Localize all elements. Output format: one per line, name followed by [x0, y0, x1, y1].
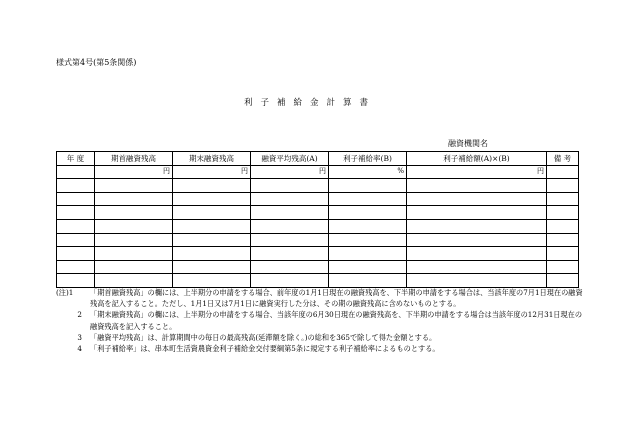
note-mark: (注)1 — [56, 288, 74, 297]
table-cell[interactable] — [251, 206, 329, 220]
table-row — [57, 165, 579, 179]
table-cell[interactable] — [329, 260, 407, 274]
table-cell[interactable] — [251, 260, 329, 274]
table-cell[interactable] — [251, 274, 329, 288]
note-mark: 4 — [77, 344, 82, 354]
table-cell[interactable] — [407, 260, 547, 274]
table-cell[interactable] — [57, 206, 95, 220]
note-text: 「期末融資残高」の欄には、上半期分の申請をする場合、当該年度の6月30日現在の融資残高を、下半期の申請をする場合は当該年度の12月31日現在の融資残高を記入すること。 — [90, 310, 583, 331]
table-cell[interactable] — [57, 274, 95, 288]
table-cell[interactable] — [547, 192, 579, 206]
table-cell[interactable] — [407, 233, 547, 247]
table-cell[interactable] — [547, 179, 579, 193]
table-cell[interactable]: 円 — [173, 165, 251, 179]
table-cell[interactable] — [57, 247, 95, 261]
header-remarks: 備 考 — [547, 152, 579, 166]
table-cell[interactable] — [251, 179, 329, 193]
table-row — [57, 274, 579, 288]
note-text: 「期首融資残高」の欄には、上半期分の申請をする場合、前年度の1月1日現在の融資残高を、下半期の申請をする場合は、当該年度の7月1日現在の融資残高を記入すること。ただし、1月1日又は7月1日に融資実行した分は、その期の融資残高に含めないものとする。 — [90, 288, 583, 309]
table-cell[interactable] — [173, 206, 251, 220]
table-cell[interactable] — [173, 274, 251, 288]
table-cell[interactable] — [95, 274, 173, 288]
table-row — [57, 247, 579, 261]
note-item — [56, 309, 586, 331]
table-cell[interactable] — [329, 192, 407, 206]
header-subsidy-rate: 利子補給率(B) — [329, 152, 407, 166]
table-row — [57, 233, 579, 247]
table-row — [57, 192, 579, 206]
table-cell[interactable] — [95, 247, 173, 261]
table-cell[interactable] — [251, 233, 329, 247]
table-cell[interactable]: 円 — [251, 165, 329, 179]
table-cell[interactable] — [547, 165, 579, 179]
table-cell[interactable] — [95, 206, 173, 220]
table-cell[interactable] — [173, 179, 251, 193]
notes-section — [56, 287, 586, 354]
table-cell[interactable] — [95, 179, 173, 193]
table-cell[interactable] — [57, 219, 95, 233]
interest-subsidy-table — [56, 151, 579, 288]
table-cell[interactable] — [173, 233, 251, 247]
table-row — [57, 206, 579, 220]
table-cell[interactable] — [329, 274, 407, 288]
table-cell[interactable] — [95, 233, 173, 247]
table-cell[interactable] — [251, 247, 329, 261]
note-item — [56, 332, 586, 343]
table-cell[interactable] — [57, 179, 95, 193]
table-cell[interactable] — [251, 219, 329, 233]
table-cell[interactable] — [173, 219, 251, 233]
header-fiscal-year: 年 度 — [57, 152, 95, 166]
table-cell[interactable] — [173, 192, 251, 206]
table-cell[interactable]: % — [329, 165, 407, 179]
table-cell[interactable] — [547, 206, 579, 220]
header-subsidy-amount: 利子補給額(A)×(B) — [407, 152, 547, 166]
header-opening-balance: 期首融資残高 — [95, 152, 173, 166]
table-cell[interactable] — [407, 206, 547, 220]
table-row — [57, 179, 579, 193]
table-cell[interactable] — [407, 274, 547, 288]
table-cell[interactable] — [251, 192, 329, 206]
table-cell[interactable] — [57, 260, 95, 274]
note-mark: 2 — [77, 310, 82, 320]
table-cell[interactable] — [57, 192, 95, 206]
table-cell[interactable] — [329, 233, 407, 247]
institution-name-label: 融資機関名 — [448, 139, 488, 148]
header-closing-balance: 期末融資残高 — [173, 152, 251, 166]
table-row — [57, 219, 579, 233]
table-cell[interactable] — [329, 206, 407, 220]
table-cell[interactable] — [57, 165, 95, 179]
table-cell[interactable] — [173, 260, 251, 274]
table-cell[interactable]: 円 — [95, 165, 173, 179]
table-cell[interactable] — [329, 179, 407, 193]
page-title: 利子補給金計算書 — [243, 98, 376, 108]
note-mark: 3 — [77, 332, 82, 342]
table-cell[interactable] — [547, 274, 579, 288]
table-cell[interactable] — [173, 247, 251, 261]
table-header-row — [57, 152, 579, 166]
table-cell[interactable] — [407, 247, 547, 261]
table-cell[interactable] — [407, 179, 547, 193]
note-text: 「融資平均残高」は、計算期間中の毎日の最高残高(延滞額を除く。)の総和を365で除して得た金額とする。 — [90, 332, 437, 342]
table-cell[interactable]: 円 — [407, 165, 547, 179]
table-cell[interactable] — [57, 233, 95, 247]
table-cell[interactable] — [547, 233, 579, 247]
table-cell[interactable] — [547, 260, 579, 274]
table-cell[interactable] — [407, 219, 547, 233]
note-item — [56, 287, 586, 309]
note-text: 「利子補給率」は、串本町生活資農資金利子補給金交付要綱第5条に規定する利子補給率によるものとする。 — [90, 344, 440, 354]
table-cell[interactable] — [95, 260, 173, 274]
table-cell[interactable] — [547, 247, 579, 261]
table-cell[interactable] — [95, 219, 173, 233]
table-cell[interactable] — [329, 247, 407, 261]
table-row — [57, 260, 579, 274]
table-cell[interactable] — [329, 219, 407, 233]
table-cell[interactable] — [407, 192, 547, 206]
table-cell[interactable] — [95, 192, 173, 206]
table-cell[interactable] — [547, 219, 579, 233]
header-average-balance: 融資平均残高(A) — [251, 152, 329, 166]
form-number: 様式第4号(第5条関係) — [56, 58, 137, 67]
note-item — [56, 343, 586, 354]
